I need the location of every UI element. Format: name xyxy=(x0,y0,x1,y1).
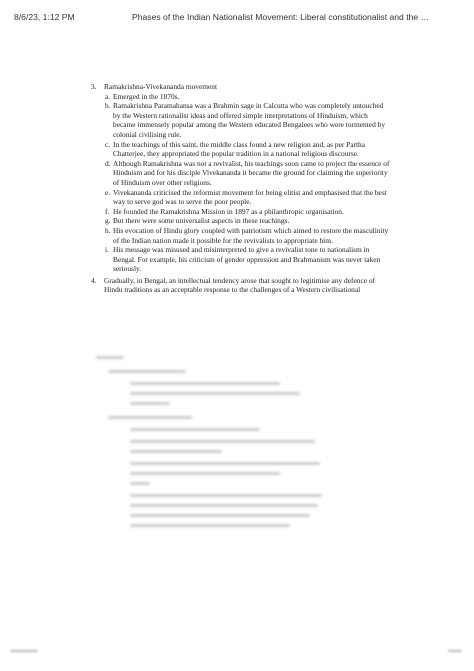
section-4 xyxy=(90,276,390,295)
section-text: Gradually, in Bengal, an intellectual tendency arose that sought to legitimise any defence of Hindu traditions as an acceptable response to the challenges of a Western civilisational xyxy=(104,275,376,295)
document-body xyxy=(90,82,390,295)
list-marker: g. xyxy=(105,216,111,226)
list-marker: a. xyxy=(105,91,111,101)
list-item xyxy=(90,188,390,207)
list-item xyxy=(90,226,390,245)
document-title: Phases of the Indian Nationalist Movement: Liberal constitutionalist and the … xyxy=(132,12,430,22)
print-datetime: 8/6/23, 1:12 PM xyxy=(14,12,75,22)
list-marker: c. xyxy=(105,139,111,149)
list-marker: f. xyxy=(105,206,110,216)
list-item-text: Vivekananda criticised the reformist movement for being elitist and emphasised that the best way to serve god was to serve the poor people. xyxy=(113,187,387,207)
list-item xyxy=(90,216,390,226)
section-heading: Ramakrishna-Vivekananda movement xyxy=(104,82,218,91)
list-marker: e. xyxy=(105,187,111,197)
list-item-text: Emerged in the 1870s. xyxy=(113,91,180,101)
list-item-text: His evocation of Hindu glory coupled with patriotism which aimed to restore the masculinity of the Indian nation made it possible for the revivalists to appropriate him. xyxy=(113,225,389,245)
list-item xyxy=(90,245,390,274)
footer-url: ▬▬▬▬ xyxy=(10,647,38,654)
list-marker: i. xyxy=(105,245,109,255)
list-item-text: He founded the Ramakrishna Mission in 1897 as a philanthropic organisation. xyxy=(113,206,344,216)
list-item-text: But there were some universalist aspects in these teachings. xyxy=(113,216,290,226)
section-3 xyxy=(90,82,390,92)
list-item xyxy=(90,159,390,188)
blurred-preview-text xyxy=(96,356,388,526)
list-item-text: His message was misused and misinterpreted to give a revivalist tone to nationalism in Bengal. For example, his criticism of gender oppression and Brahmanism was never taken seriously. xyxy=(113,245,381,274)
section-number: 3. xyxy=(91,82,97,91)
section-number: 4. xyxy=(91,275,97,285)
list-item xyxy=(90,101,390,139)
list-item-text: In the teachings of this saint, the middle class found a new religion and, as per Partha Chatterjee, they appropriated the popular tradition in a national religious discourse. xyxy=(113,139,366,159)
list-item-text: Although Ramakrishna was not a revivalist, his teachings soon came to project the essence of Hinduism and for his disciple Vivekananda it became the ground for claiming the superiority of Hinduism over other religions. xyxy=(113,158,390,187)
list-item xyxy=(90,92,390,102)
list-item xyxy=(90,207,390,217)
list-marker: b. xyxy=(105,101,111,111)
page-number: ▬▬ xyxy=(448,647,462,654)
list-item-text: Ramakrishna Paramahansa was a Brahmin sage in Calcutta who was completely untouched by the Western rationalist ideas and offered simple interpretations of Hinduism, which became immensely popular among the Western educated Bengalees who were tormented by colonial civilising rule. xyxy=(113,101,386,139)
list-item xyxy=(90,140,390,159)
list-marker: h. xyxy=(105,225,111,235)
list-marker: d. xyxy=(105,158,111,168)
